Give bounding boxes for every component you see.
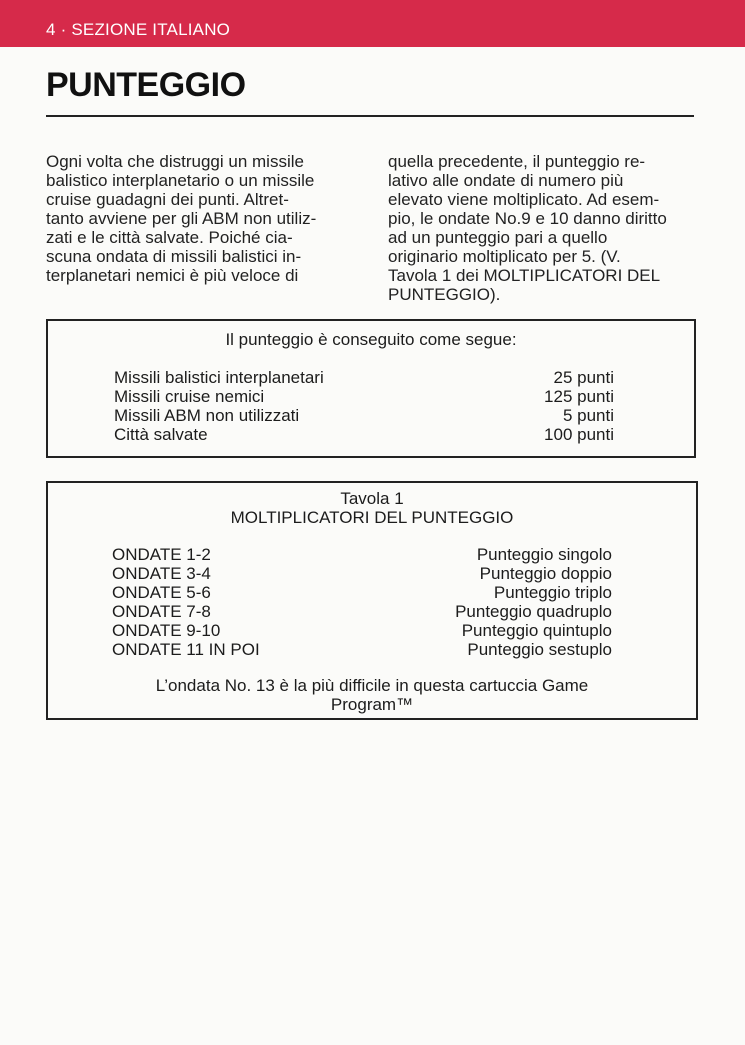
table-title: Tavola 1 [340, 489, 404, 508]
scoring-row-label: Missili cruise nemici [114, 387, 265, 406]
table-row-value: Punteggio doppio [479, 564, 612, 583]
table-note: L’ondata No. 13 è la più difficile in questa cartuccia Game Program™ [155, 676, 589, 714]
table-row-value: Punteggio sestuplo [467, 640, 612, 659]
title-divider [46, 115, 694, 117]
scoring-row-value: 125 punti [544, 387, 614, 406]
page-title: PUNTEGGIO [46, 66, 246, 104]
scoring-heading: Il punteggio è conseguito come segue: [225, 330, 517, 349]
table-row-label: ONDATE 11 IN POI [112, 640, 260, 659]
scoring-row-label: Città salvate [114, 425, 208, 444]
table-row-label: ONDATE 5-6 [112, 583, 211, 602]
section-label: 4 · SEZIONE ITALIANO [46, 20, 231, 39]
table-row-label: ONDATE 3-4 [112, 564, 211, 583]
scoring-row-label: Missili ABM non utilizzati [114, 406, 300, 425]
intro-left-column: Ogni volta che distruggi un missile balistico interplanetario o un missile cruise guadagni dei punti. Altret- tanto avviene per gli ABM non utiliz- zati e le città salvate. Poiché cia- scuna ondata di missili balistici in- terplanetari nemici è più veloce di [46, 152, 317, 285]
scoring-row-value: 100 punti [544, 425, 614, 444]
table-row-value: Punteggio singolo [476, 545, 612, 564]
section-header-bar [0, 0, 745, 47]
scoring-row-value: 5 punti [562, 406, 614, 425]
intro-right-column: quella precedente, il punteggio re- lativo alle ondate di numero più elevato viene moltiplicato. Ad esem- pio, le ondate No.9 e 10 danno diritto ad un punteggio pari a quello originario moltiplicato per 5. (V. Tavola 1 dei MOLTIPLICATORI DEL PUNTEGGIO). [388, 152, 667, 304]
table-row-label: ONDATE 9-10 [112, 621, 221, 640]
table-row-label: ONDATE 1-2 [112, 545, 211, 564]
multiplier-table-box [46, 481, 698, 720]
table-row-label: ONDATE 7-8 [112, 602, 211, 621]
table-row-value: Punteggio quadruplo [455, 602, 612, 621]
table-row-value: Punteggio triplo [493, 583, 612, 602]
scoring-row-value: 25 punti [553, 368, 614, 387]
table-row-value: Punteggio quintuplo [461, 621, 612, 640]
scoring-row-label: Missili balistici interplanetari [114, 368, 324, 387]
scoring-box [46, 319, 696, 458]
table-subtitle: MOLTIPLICATORI DEL PUNTEGGIO [230, 508, 514, 527]
